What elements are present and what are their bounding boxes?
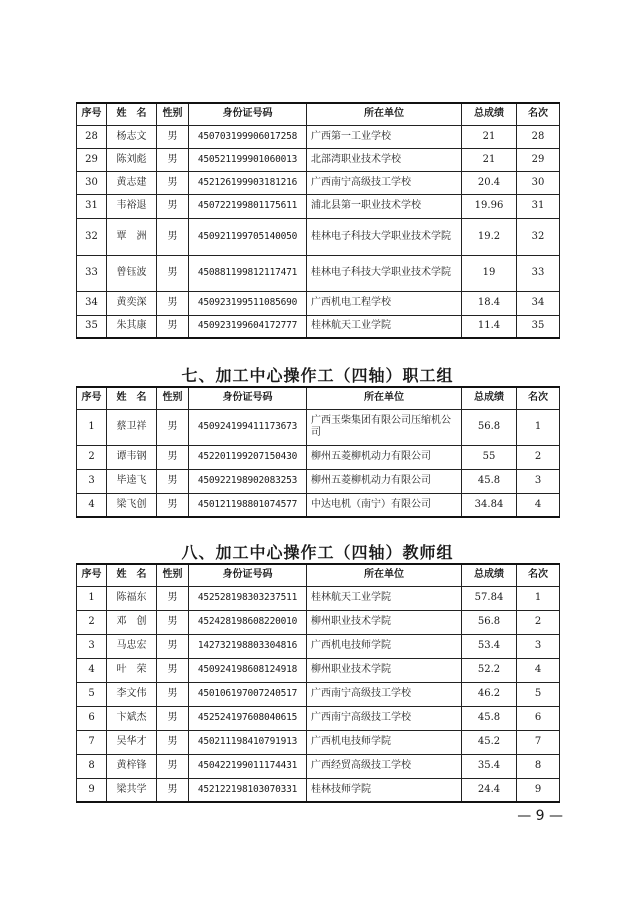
cell-id-number: 452428198608220010: [189, 610, 307, 634]
cell-unit: 广西玉柴集团有限公司压缩机公司: [307, 409, 462, 445]
cell-id-number: 452122198103070331: [189, 778, 307, 802]
table-row: [77, 469, 560, 493]
cell-unit: 广西机电技师学院: [307, 634, 462, 658]
header-id: 身份证号码: [189, 103, 307, 125]
cell-rank: 6: [517, 706, 560, 730]
table-row: [77, 125, 560, 148]
cell-score: 35.4: [462, 754, 517, 778]
cell-unit: 桂林技师学院: [307, 778, 462, 802]
table-row: [77, 610, 560, 634]
header-rank: 名次: [517, 103, 560, 125]
cell-rank: 8: [517, 754, 560, 778]
cell-score: 21: [462, 148, 517, 171]
cell-rank: 7: [517, 730, 560, 754]
cell-name: 覃 洲: [107, 218, 157, 255]
cell-id-number: 450923199604172777: [189, 315, 307, 338]
cell-rank: 31: [517, 194, 560, 218]
cell-gender: 男: [157, 409, 189, 445]
cell-name: 杨志文: [107, 125, 157, 148]
cell-rank: 1: [517, 586, 560, 610]
cell-id-number: 450924198608124918: [189, 658, 307, 682]
cell-id-number: 450722199801175611: [189, 194, 307, 218]
table-header-row: [77, 103, 560, 125]
table-header-row: [77, 387, 560, 409]
cell-score: 34.84: [462, 493, 517, 517]
cell-no: 3: [77, 469, 107, 493]
cell-unit: 桂林电子科技大学职业技术学院: [307, 255, 462, 291]
cell-id-number: 450422199011174431: [189, 754, 307, 778]
cell-score: 46.2: [462, 682, 517, 706]
cell-name: 陈刘彪: [107, 148, 157, 171]
header-name: 姓 名: [107, 387, 157, 409]
cell-rank: 32: [517, 218, 560, 255]
cell-unit: 桂林航天工业学院: [307, 315, 462, 338]
cell-gender: 男: [157, 315, 189, 338]
cell-rank: 4: [517, 658, 560, 682]
cell-score: 55: [462, 445, 517, 469]
cell-name: 李文伟: [107, 682, 157, 706]
header-name: 姓 名: [107, 564, 157, 586]
cell-id-number: 450121198801074577: [189, 493, 307, 517]
cell-gender: 男: [157, 778, 189, 802]
cell-rank: 3: [517, 634, 560, 658]
results-table-section-8: [76, 563, 560, 803]
cell-id-number: 450924199411173673: [189, 409, 307, 445]
cell-score: 52.2: [462, 658, 517, 682]
cell-score: 18.4: [462, 291, 517, 315]
cell-score: 53.4: [462, 634, 517, 658]
header-id: 身份证号码: [189, 387, 307, 409]
cell-no: 30: [77, 171, 107, 194]
cell-no: 9: [77, 778, 107, 802]
cell-no: 1: [77, 586, 107, 610]
header-score: 总成绩: [462, 564, 517, 586]
cell-rank: 35: [517, 315, 560, 338]
table-row: [77, 445, 560, 469]
header-id: 身份证号码: [189, 564, 307, 586]
cell-name: 马忠宏: [107, 634, 157, 658]
cell-id-number: 452126199903181216: [189, 171, 307, 194]
cell-name: 梁飞创: [107, 493, 157, 517]
section-7-title: 七、加工中心操作工（四轴）职工组: [181, 366, 454, 385]
table-row: [77, 171, 560, 194]
cell-no: 28: [77, 125, 107, 148]
cell-unit: 广西南宁高级技工学校: [307, 706, 462, 730]
cell-name: 吴华才: [107, 730, 157, 754]
cell-rank: 1: [517, 409, 560, 445]
cell-id-number: 450881199812117471: [189, 255, 307, 291]
cell-gender: 男: [157, 148, 189, 171]
cell-no: 1: [77, 409, 107, 445]
cell-score: 19.96: [462, 194, 517, 218]
cell-id-number: 142732198803304816: [189, 634, 307, 658]
cell-score: 57.84: [462, 586, 517, 610]
cell-unit: 柳州五菱柳机动力有限公司: [307, 469, 462, 493]
header-gender: 性别: [157, 103, 189, 125]
cell-name: 卞斌杰: [107, 706, 157, 730]
cell-name: 陈福东: [107, 586, 157, 610]
cell-id-number: 450921199705140050: [189, 218, 307, 255]
header-unit: 所在单位: [307, 564, 462, 586]
cell-unit: 桂林电子科技大学职业技术学院: [307, 218, 462, 255]
cell-score: 24.4: [462, 778, 517, 802]
cell-id-number: 450922198902083253: [189, 469, 307, 493]
header-rank: 名次: [517, 564, 560, 586]
table-header-row: [77, 564, 560, 586]
cell-gender: 男: [157, 291, 189, 315]
cell-gender: 男: [157, 658, 189, 682]
cell-score: 56.8: [462, 409, 517, 445]
cell-unit: 广西机电技师学院: [307, 730, 462, 754]
cell-score: 20.4: [462, 171, 517, 194]
cell-unit: 广西南宁高级技工学校: [307, 682, 462, 706]
cell-name: 黄梓锋: [107, 754, 157, 778]
cell-name: 朱其康: [107, 315, 157, 338]
cell-gender: 男: [157, 469, 189, 493]
table-row: [77, 658, 560, 682]
cell-score: 45.2: [462, 730, 517, 754]
table-row: [77, 291, 560, 315]
cell-name: 邓 创: [107, 610, 157, 634]
header-score: 总成绩: [462, 103, 517, 125]
section-8-title: 八、加工中心操作工（四轴）教师组: [181, 543, 454, 562]
table-row: [77, 148, 560, 171]
cell-gender: 男: [157, 255, 189, 291]
table-row: [77, 409, 560, 445]
cell-rank: 9: [517, 778, 560, 802]
table-row: [77, 634, 560, 658]
table-row: [77, 255, 560, 291]
cell-gender: 男: [157, 218, 189, 255]
cell-unit: 柳州职业技术学院: [307, 658, 462, 682]
cell-rank: 5: [517, 682, 560, 706]
cell-id-number: 450703199906017258: [189, 125, 307, 148]
cell-name: 韦裕退: [107, 194, 157, 218]
cell-rank: 3: [517, 469, 560, 493]
cell-id-number: 450211198410791913: [189, 730, 307, 754]
table-row: [77, 706, 560, 730]
cell-gender: 男: [157, 194, 189, 218]
cell-unit: 柳州五菱柳机动力有限公司: [307, 445, 462, 469]
header-gender: 性别: [157, 564, 189, 586]
cell-rank: 34: [517, 291, 560, 315]
cell-score: 21: [462, 125, 517, 148]
cell-rank: 2: [517, 445, 560, 469]
cell-rank: 29: [517, 148, 560, 171]
cell-id-number: 452201199207150430: [189, 445, 307, 469]
table-row: [77, 586, 560, 610]
header-unit: 所在单位: [307, 387, 462, 409]
cell-gender: 男: [157, 610, 189, 634]
cell-no: 5: [77, 682, 107, 706]
cell-rank: 2: [517, 610, 560, 634]
cell-gender: 男: [157, 682, 189, 706]
cell-unit: 广西机电工程学校: [307, 291, 462, 315]
cell-gender: 男: [157, 634, 189, 658]
cell-no: 31: [77, 194, 107, 218]
cell-gender: 男: [157, 171, 189, 194]
cell-name: 黄奕深: [107, 291, 157, 315]
cell-no: 2: [77, 445, 107, 469]
cell-no: 32: [77, 218, 107, 255]
cell-name: 梁共学: [107, 778, 157, 802]
cell-gender: 男: [157, 730, 189, 754]
cell-no: 4: [77, 658, 107, 682]
header-gender: 性别: [157, 387, 189, 409]
cell-gender: 男: [157, 445, 189, 469]
table-row: [77, 730, 560, 754]
cell-score: 19.2: [462, 218, 517, 255]
cell-no: 33: [77, 255, 107, 291]
table-row: [77, 493, 560, 517]
header-unit: 所在单位: [307, 103, 462, 125]
cell-score: 45.8: [462, 706, 517, 730]
table-row: [77, 778, 560, 802]
table-row: [77, 315, 560, 338]
cell-no: 6: [77, 706, 107, 730]
cell-gender: 男: [157, 125, 189, 148]
cell-score: 56.8: [462, 610, 517, 634]
cell-name: 叶 荣: [107, 658, 157, 682]
table-row: [77, 682, 560, 706]
cell-gender: 男: [157, 493, 189, 517]
header-rank: 名次: [517, 387, 560, 409]
cell-score: 11.4: [462, 315, 517, 338]
results-table-continued: [76, 102, 560, 339]
cell-gender: 男: [157, 754, 189, 778]
cell-no: 2: [77, 610, 107, 634]
cell-no: 7: [77, 730, 107, 754]
table-row: [77, 754, 560, 778]
cell-unit: 中达电机（南宁）有限公司: [307, 493, 462, 517]
cell-unit: 北部湾职业技术学校: [307, 148, 462, 171]
cell-name: 黄志建: [107, 171, 157, 194]
cell-no: 35: [77, 315, 107, 338]
cell-id-number: 450923199511085690: [189, 291, 307, 315]
cell-score: 19: [462, 255, 517, 291]
cell-name: 谭韦钢: [107, 445, 157, 469]
cell-gender: 男: [157, 706, 189, 730]
cell-score: 45.8: [462, 469, 517, 493]
cell-rank: 33: [517, 255, 560, 291]
results-table-section-7: [76, 386, 560, 518]
header-no: 序号: [77, 387, 107, 409]
table-row: [77, 218, 560, 255]
cell-rank: 4: [517, 493, 560, 517]
cell-id-number: 452524197608040615: [189, 706, 307, 730]
cell-no: 4: [77, 493, 107, 517]
header-score: 总成绩: [462, 387, 517, 409]
cell-name: 曾钰波: [107, 255, 157, 291]
cell-rank: 28: [517, 125, 560, 148]
cell-unit: 浦北县第一职业技术学校: [307, 194, 462, 218]
header-no: 序号: [77, 103, 107, 125]
cell-name: 蔡卫祥: [107, 409, 157, 445]
cell-id-number: 450521199901060013: [189, 148, 307, 171]
cell-id-number: 452528198303237511: [189, 586, 307, 610]
cell-rank: 30: [517, 171, 560, 194]
cell-unit: 广西第一工业学校: [307, 125, 462, 148]
cell-unit: 广西南宁高级技工学校: [307, 171, 462, 194]
header-name: 姓 名: [107, 103, 157, 125]
cell-no: 29: [77, 148, 107, 171]
cell-name: 毕逵飞: [107, 469, 157, 493]
page-number: — 9 —: [517, 808, 563, 824]
cell-unit: 广西经贸高级技工学校: [307, 754, 462, 778]
cell-gender: 男: [157, 586, 189, 610]
table-row: [77, 194, 560, 218]
cell-unit: 桂林航天工业学院: [307, 586, 462, 610]
cell-id-number: 450106197007240517: [189, 682, 307, 706]
cell-unit: 柳州职业技术学院: [307, 610, 462, 634]
cell-no: 34: [77, 291, 107, 315]
header-no: 序号: [77, 564, 107, 586]
cell-no: 3: [77, 634, 107, 658]
cell-no: 8: [77, 754, 107, 778]
